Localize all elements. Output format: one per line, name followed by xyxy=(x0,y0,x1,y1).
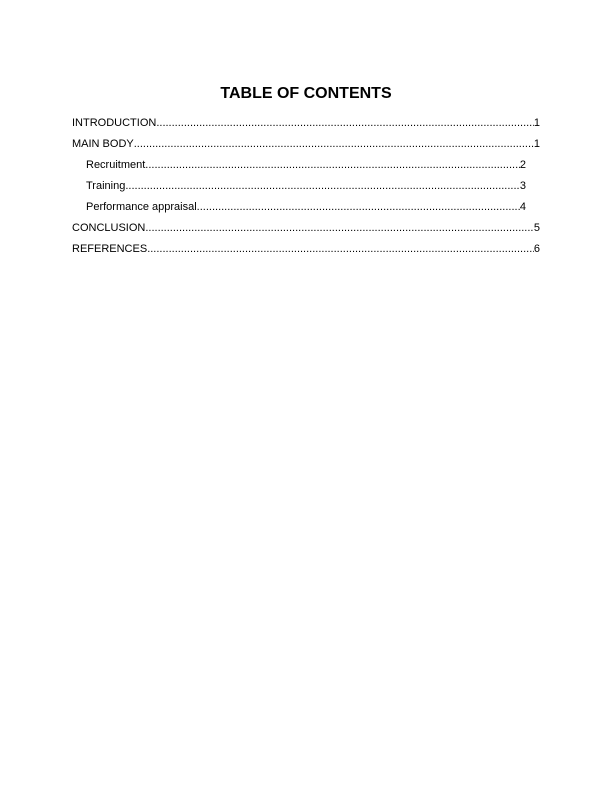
toc-page-number: 1 xyxy=(533,117,540,129)
toc-page-number: 1 xyxy=(533,138,540,150)
toc-entry-recruitment[interactable] xyxy=(86,157,526,173)
toc-dot-leader xyxy=(197,199,520,215)
toc-page-number: 3 xyxy=(519,180,526,192)
toc-entry-introduction[interactable] xyxy=(72,115,540,131)
toc-entry-performance-appraisal[interactable] xyxy=(86,199,526,215)
toc-entry-label: CONCLUSION xyxy=(72,222,146,234)
toc-page-number: 5 xyxy=(533,222,540,234)
toc-entry-label: INTRODUCTION xyxy=(72,117,157,129)
toc-entry-main-body[interactable] xyxy=(72,136,540,152)
toc-dot-leader xyxy=(134,136,534,152)
toc-entry-conclusion[interactable] xyxy=(72,220,540,236)
toc-page-number: 2 xyxy=(519,159,526,171)
toc-entry-references[interactable] xyxy=(72,241,540,257)
toc-dot-leader xyxy=(156,115,534,131)
toc-page-number: 4 xyxy=(519,201,526,213)
toc-dot-leader xyxy=(145,220,534,236)
toc-entry-label: Performance appraisal xyxy=(86,201,197,213)
toc-entry-training[interactable] xyxy=(86,178,526,194)
toc-dot-leader xyxy=(145,157,520,173)
toc-entry-label: REFERENCES xyxy=(72,243,148,255)
toc-title: TABLE OF CONTENTS xyxy=(220,85,392,102)
toc-dot-leader xyxy=(125,178,520,194)
toc-entry-label: MAIN BODY xyxy=(72,138,134,150)
toc-page-number: 6 xyxy=(533,243,540,255)
toc-entry-label: Recruitment xyxy=(86,159,146,171)
toc-dot-leader xyxy=(147,241,534,257)
toc-entry-label: Training xyxy=(86,180,126,192)
